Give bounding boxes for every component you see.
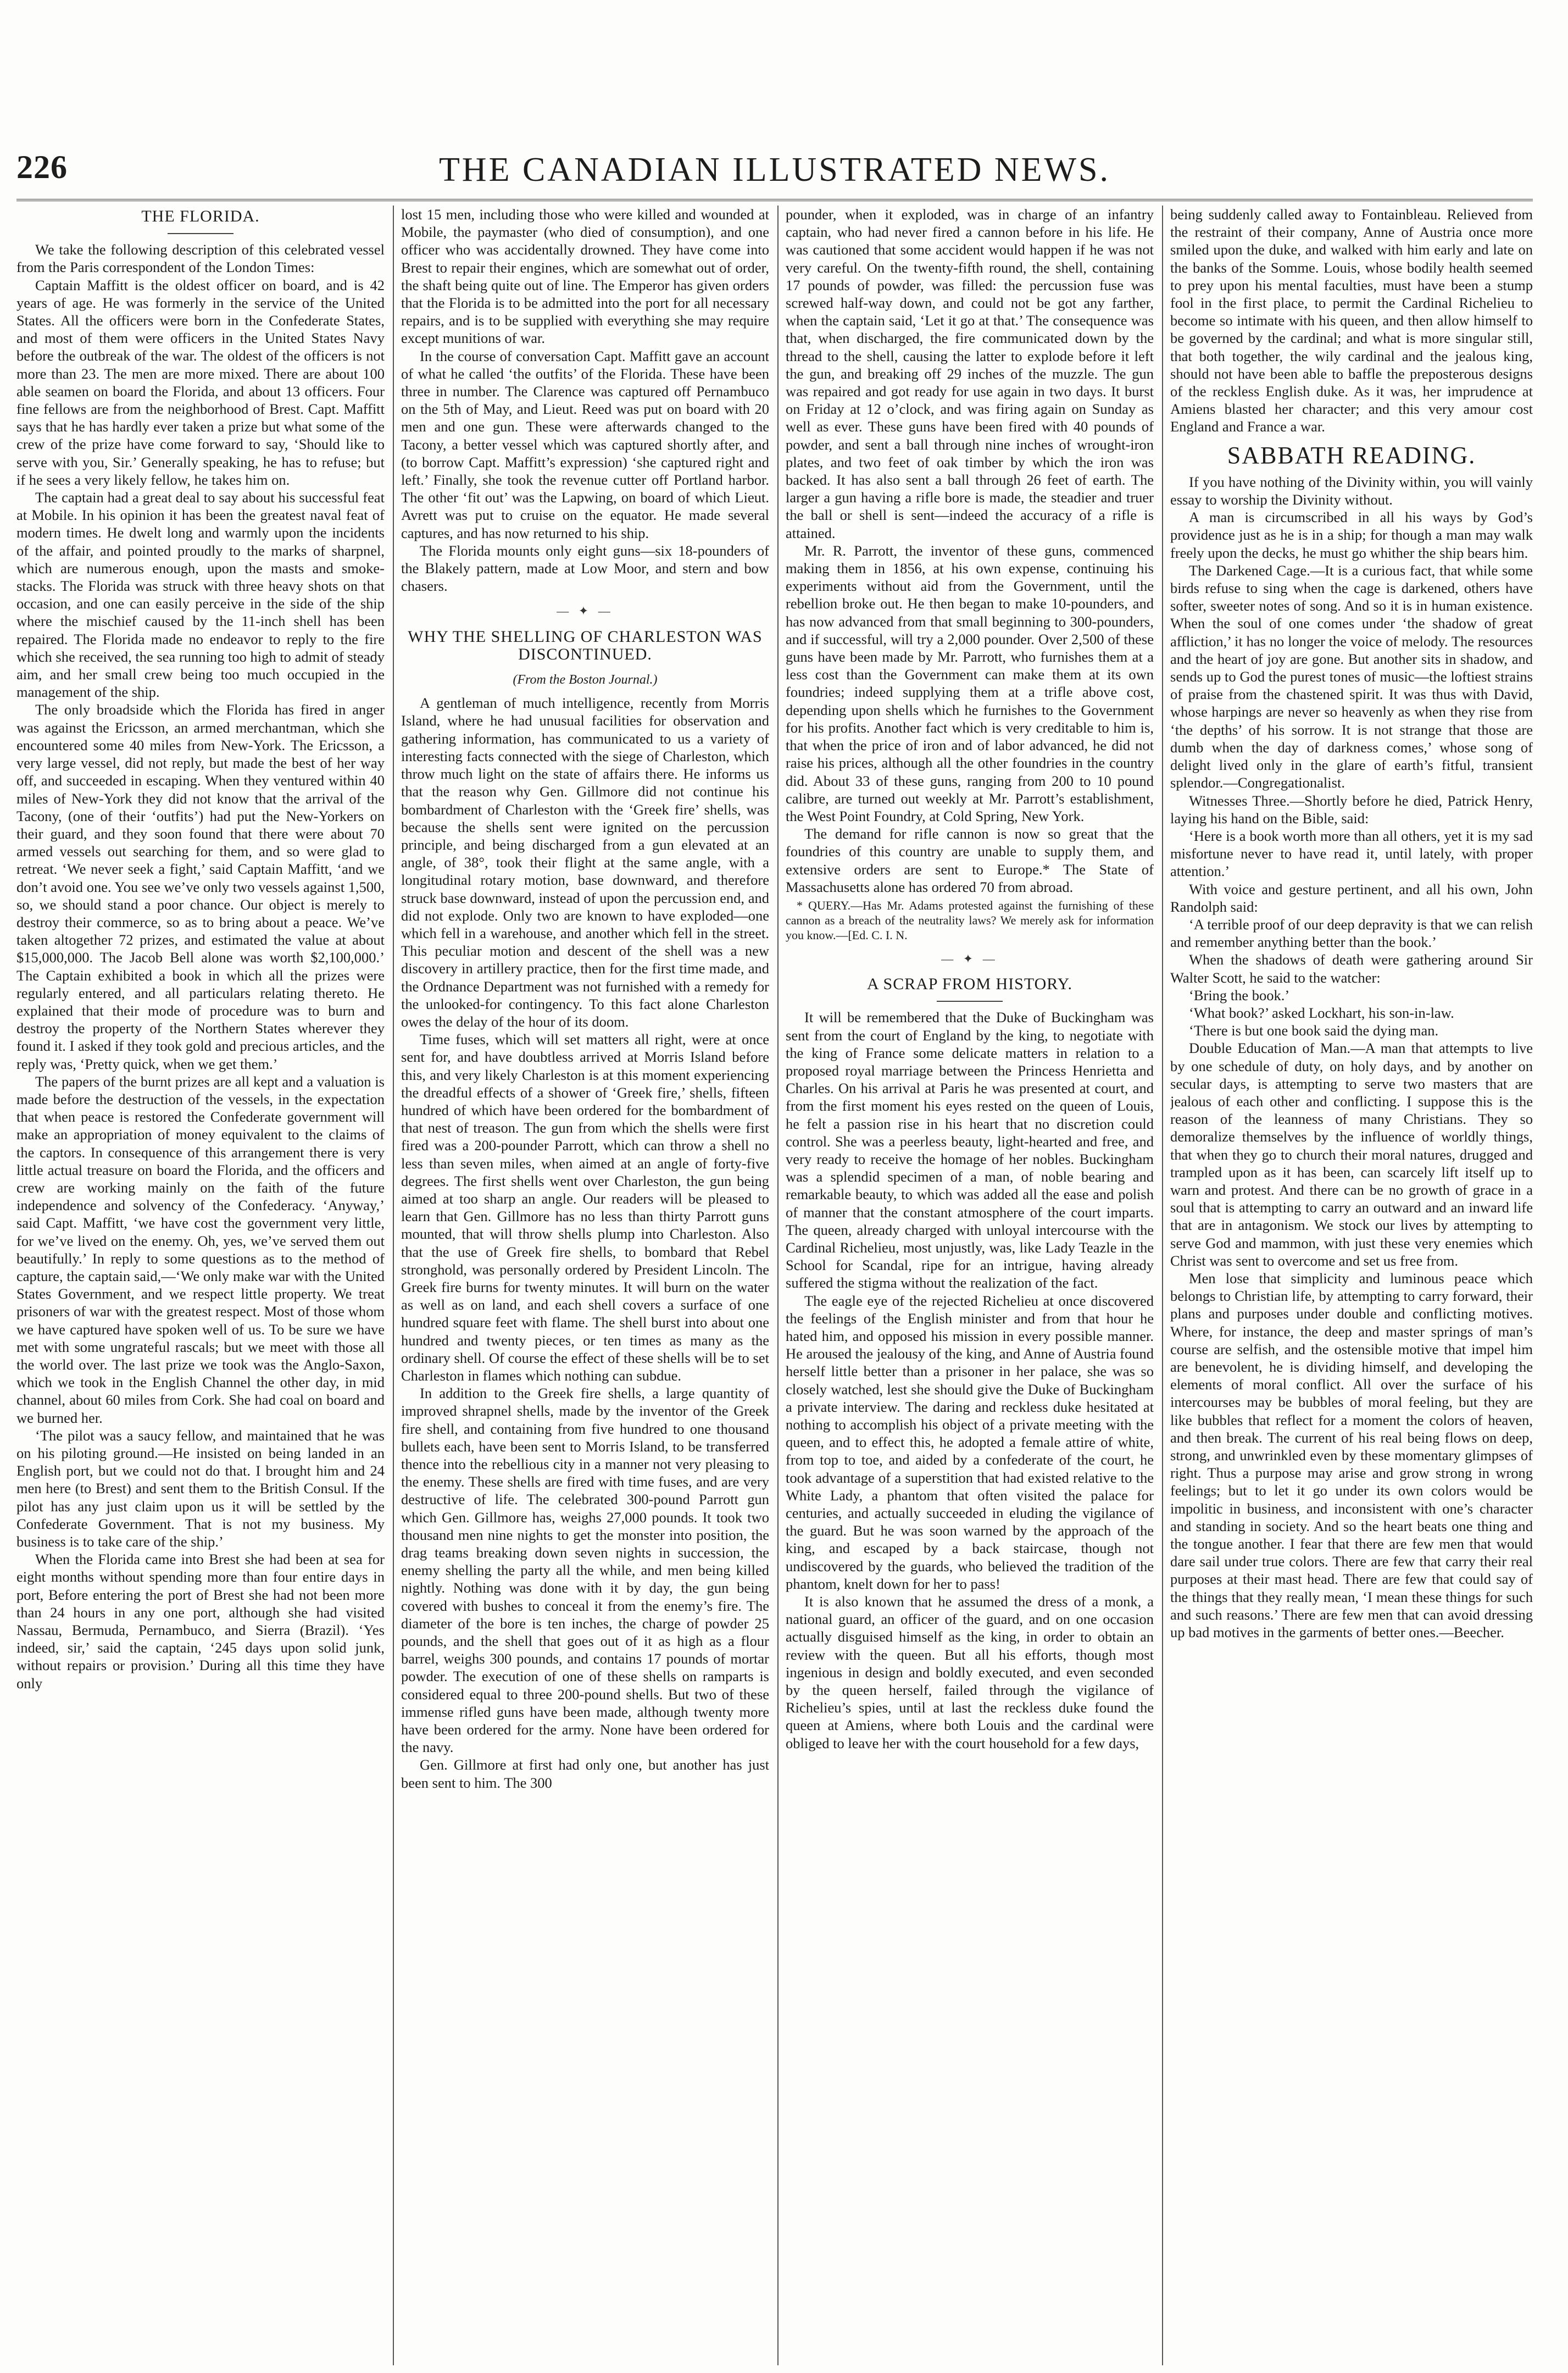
article-paragraph: When the shadows of death were gathering around Sir Walter Scott, he said to the watcher:: [1170, 951, 1533, 986]
column-1: [16, 206, 385, 2365]
article-source: (From the Boston Journal.): [513, 673, 658, 687]
page-number: 226: [16, 149, 68, 185]
section-separator: — ✦ —: [941, 951, 998, 966]
article-paragraph: being suddenly called away to Fontainbleau. Relieved from the restraint of their company, Anne of Austria once more smiled upon the duke, and walked with him early and late on the banks of the Somme. Louis, whose bodily health seemed to prey upon his mental faculties, must have been a stump fool in the first place, to permit the Cardinal Richelieu to become so intimate with his queen, and then allow himself to be governed by the cardinal; and what is more singular still, that both together, the wily cardinal and the jealous king, should not have been able to baffle the preposterous designs of the reckless English duke. As it was, her imprudence at Amiens blasted her character; and this very amour cost England and France a war.: [1170, 206, 1533, 435]
newspaper-title: THE CANADIAN ILLUSTRATED NEWS.: [438, 151, 1111, 188]
article-paragraph: Gen. Gillmore at first had only one, but another has just been sent to him. The 300: [401, 1756, 769, 1791]
article-paragraph: ‘The pilot was a saucy fellow, and maintained that he was on his piloting ground.—He insisted on being landed in an English port, but we could not do that. I brought him and 24 men here (to Brest) and sent them to the British Consul. If the pilot has any just claim upon us it will be settled by the Confederate Government. That is not my business. My business is to take care of the ship.’: [16, 1427, 385, 1550]
column-divider: [1162, 206, 1163, 2365]
article-paragraph: ‘Bring the book.’: [1189, 986, 1290, 1003]
article-paragraph: Captain Maffitt is the oldest officer on board, and is 42 years of age. He was formerly in the service of the United States. All the officers were born in the Confederate States, and most of them were officers in the United States Navy before the outbreak of the war. The oldest of the officers is not more than 23. The men are more mixed. There are about 100 able seamen on board the Florida, and about 13 officers. Four fine fellows are from the neighborhood of Brest. Capt. Maffitt says that he has hardly ever taken a prize but what some of the crew of the prize have come forward to say, ‘Should like to serve with you, Sir.’ Generally speaking, he has to refuse; but if he sees a very likely fellow, he takes him on.: [16, 276, 385, 488]
article-paragraph: In the course of conversation Capt. Maffitt gave an account of what he called ‘the outfits’ of the Florida. These have been three in number. The Clarence was captured off Pernambuco on the 5th of May, and Lieut. Reed was put on board with 20 men and one gun. These were afterwards changed to the Tacony, a better vessel which was captured shortly after, and (to borrow Capt. Maffitt’s expression) ‘she captured right and left.’ Finally, she took the revenue cutter off Portland harbor. The other ‘fit out’ was the Lapwing, on board of which Lieut. Avrett was put to cruise on the equator. He made several captures, and has now returned to his ship.: [401, 347, 769, 541]
article-paragraph: ‘Here is a book worth more than all others, yet it is my sad misfortune never to have read it, until lately, with proper attention.’: [1170, 827, 1533, 880]
article-paragraph: The Florida mounts only eight guns—six 18-pounders of the Blakely pattern, made at Low Moor, and stern and bow chasers.: [401, 542, 769, 595]
heading-rule: [168, 233, 233, 234]
article-paragraph: The eagle eye of the rejected Richelieu at once discovered the feelings of the English minister and from that hour he hated him, and opposed his mission in every possible manner. He aroused the jealousy of the king, and Anne of Austria found herself little better than a prisoner in her palace, she was so closely watched, lest she should give the Duke of Buckingham a private interview. The daring and reckless duke hesitated at nothing to accomplish his object of a private meeting with the queen, and to effect this, he adopted a female attire of white, from top to toe, and aided by a confederate of the court, he took advantage of a superstition that had existed relative to the White Lady, a phantom that often visited the palace for centuries, and actually succeeded in eluding the vigilance of the guard. But he was soon warned by the approach of the king, and escaped by a back staircase, though not undiscovered by the guards, who believed the tradition of the phantom, knelt down for her to pass!: [786, 1292, 1154, 1592]
article-paragraph: When the Florida came into Brest she had been at sea for eight months without spending more than four entire days in port, Before entering the port of Brest she had not been more than 24 hours in any one port, although she had visited Nassau, Bermuda, Pernambuco, and Sierra (Brazil). ‘Yes indeed, sir,’ said the captain, ‘245 days upon solid junk, without repairs or provision.’ During all this time they have only: [16, 1551, 385, 1692]
article-paragraph: The demand for rifle cannon is now so great that the foundries of this country are unable to supply them, and extensive orders are sent to Europe.* The State of Massachusetts alone has ordered 70 from abroad.: [786, 825, 1154, 895]
column-3: [786, 206, 1154, 2365]
masthead: [16, 148, 1533, 198]
article-paragraph: It is also known that he assumed the dress of a monk, a national guard, an officer of the guard, and on one occasion actually disguised himself as the king, in order to obtain an review with the queen. But all his efforts, though most ingenious in design and boldly executed, and even seconded by the queen herself, failed through the vigilance of Richelieu’s spies, until at last the reckless duke found the queen at Amiens, where both Louis and the cardinal were obliged to leave her with the court household for a few days,: [786, 1593, 1154, 1751]
article-paragraph: pounder, when it exploded, was in charge of an infantry captain, who had never fired a cannon before in his life. He was cautioned that some accident would happen if he was not very careful. On the twenty-fifth round, the shell, containing 17 pounds of powder, was filled: the percussion fuse was screwed half-way down, and could not be got any farther, when the captain said, ‘Let it go at that.’ The consequence was that, when discharged, the fire communicated down by the thread to the shell, causing the latter to explode before it left the gun, and breaking off 29 inches of the muzzle. The gun was repaired and got ready for use again in two days. It burst on Friday at 12 o’clock, and was firing again on Sunday as well as ever. These guns have been fired with 40 pounds of powder, and sent a ball through nine inches of wrought-iron plates, and two feet of oak timber by which the iron was backed. It has also sent a ball through 26 feet of earth. The larger a gun having a rifle bore is made, the steadier and truer the ball or shell is sent—indeed the accuracy of a rifle is attained.: [786, 206, 1154, 541]
article-paragraph: The papers of the burnt prizes are all kept and a valuation is made before the destruction of the vessels, in the expectation that when peace is restored the Confederate government will make an appropriation of money equivalent to the claims of the captors. In consequence of this arrangement there is very little actual treasure on board the Florida, and the officers and crew are working mainly on the faith of the future independence and solvency of the Confederacy. ‘Anyway,’ said Capt. Maffitt, ‘we have cost the government very little, for we’ve lived on the enemy. Oh, yes, we’ve served them out beautifully.’ In reply to some questions as to the method of capture, the captain said,—‘We only make war with the United States Government, and we respect little property. We treat prisoners of war with the greatest respect. Most of those whom we have captured have spoken well of us. To be sure we have met with some ungrateful rascals; but we meet with those all the world over. The last prize we took was the Anglo-Saxon, which we took in the English Channel the other day, in mid channel, about 60 miles from Cork. She had coal on board and we burned her.: [16, 1073, 385, 1426]
article-paragraph: Double Education of Man.—A man that attempts to live by one schedule of duty, on holy days, and by another on secular days, is attempting to serve two masters that are jealous of each other and conflicting. I suppose this is the reason of the leanness of many Christians. They so demoralize themselves by the influence of worldly things, that when they go to church their moral natures, drugged and trampled upon as it has been, can scarcely lift itself up to warn and protest. And there can be no growth of grace in a soul that is attempting to carry an outward and an inward life that are in antagonism. We stock our lives by attempting to serve God and mammon, with just these very enemies which Christ was sent to overcome and set us free from.: [1170, 1040, 1533, 1269]
columns: [16, 206, 1533, 2365]
article-paragraph: The only broadside which the Florida has fired in anger was against the Ericsson, an armed merchantman, which she encountered some 40 miles from New-York. The Ericsson, a very large vessel, did not reply, but made the best of her way off, and succeeded in escaping. When they ventured within 40 miles of New-York they did not know that the arrival of the Tacony, (one of their ‘outfits’) had put the New-Yorkers on their guard, and they soon found that there were about 70 armed vessels out searching for them, and so were glad to retreat. ‘We never seek a fight,’ said Captain Maffitt, ‘and we don’t avoid one. You see we’ve only two vessels against 1,500, so, we should stand a poor chance. Our object is merely to destroy their commerce, so as to bring about a peace. We’ve taken altogether 72 prizes, and estimated the value at about $15,000,000. The Jacob Bell alone was worth $2,100,000.’ The Captain exhibited a book in which all the prizes were regularly entered, and all particulars relating thereto. He explained that their mode of procedure was to burn and destroy the property of the Northern States wherever they found it. I asked if they took gold and precious articles, and the reply was, ‘Pretty quick, when we get them.’: [16, 701, 385, 1072]
article-paragraph: The captain had a great deal to say about his successful feat at Mobile. In his opinion it has been the greatest naval feat of modern times. He dwelt long and warmly upon the incidents of the affair, and pointed proudly to the marks of sharpnel, which are numerous enough, upon the masts and smoke-stacks. The Florida was struck with three heavy shots on that occasion, and one can easily perceive in the side of the ship where the mischief caused by the 11-inch shell has been repaired. The Florida made no endeavor to reply to the fire which she received, the sea running too high to admit of steady aim, and her small crew being too much occupied in the management of the ship.: [16, 489, 385, 701]
article-heading-scrap-from-history: A SCRAP FROM HISTORY.: [867, 975, 1072, 994]
column-divider: [777, 206, 779, 2365]
article-paragraph: ‘What book?’ asked Lockhart, his son-in-law.: [1189, 1004, 1454, 1021]
article-paragraph: The Darkened Cage.—It is a curious fact, that while some birds refuse to sing when the cage is darkened, others have softer, sweeter notes of song. And so it is in human existence. When the soul of one comes under ‘the shadow of great affliction,’ it has no longer the voice of melody. The resources and the heart of joy are gone. But another sits in shadow, and sends up to God the purest tones of music—the loftiest strains of praise from the chastened spirit. It was thus with David, whose harpings are never so heavenly as when they rise from ‘the depths’ of his sorrow. It is not strange that those are dumb when the day of darkness comes,’ whose song of delight lived only in the glare of earth’s fitful, transient splendor.—Congregationalist.: [1170, 562, 1533, 791]
article-paragraph: It will be remembered that the Duke of Buckingham was sent from the court of England by the king, to negotiate with the king of France some delicate matters in relation to a proposed royal marriage between the Princess Henrietta and Charles. On his arrival at Paris he was presented at court, and from the first moment his eyes rested on the queen of Louis, he felt a passion rise in his heart that no discretion could control. She was a peerless beauty, light-hearted and free, and very ready to receive the homage of her nobles. Buckingham was a splendid specimen of a man, of noble bearing and remarkable beauty, to which was added all the ease and polish of manner that the constant atmosphere of the court imparts. The queen, already charged with unloyal intercourse with the Cardinal Richelieu, most unjustly, was, like Lady Teazle in the School for Scandal, ripe for an intrigue, having already suffered the stigma without the realization of the fact.: [786, 1009, 1154, 1291]
article-paragraph: lost 15 men, including those who were killed and wounded at Mobile, the paymaster (who died of consumption), and one officer who was accidentally drowned. They have come into Brest to repair their engines, which are somewhat out of order, the shaft being quite out of line. The Emperor has given orders that the Florida is to be admitted into the port for all necessary repairs, and is to be supplied with everything she may require except munitions of war.: [401, 206, 769, 347]
article-paragraph: ‘There is but one book said the dying man.: [1189, 1022, 1439, 1039]
article-paragraph: Men lose that simplicity and luminous peace which belongs to Christian life, by attempting to carry forward, their plans and purposes under double and conflicting motives. Where, for instance, the deep and master springs of man’s course are selfish, and the ostensible motive that impel him are benevolent, he is dividing himself, and developing the elements of moral conflict. All over the surface of his intercourses may be bubbles of moral feeling, but they are like bubbles that reflect for a moment the colors of heaven, and then break. The current of his real being flows on deep, strong, and unwrinkled even by these momentary glimpses of right. Thus a purpose may arise and grow strong in wrong feelings; but to let it go under its own colors would be impolitic in business, and inconsistent with one’s character and standing in society. And so the heart beats one thing and the tongue another. I fear that there are few men that would dare sail under true colors. There are few that carry their real purposes at their mast head. There are few that could say of the things that they really mean, ‘I mean these things for such and such reasons.’ There are few men that can avoid dressing up bad motives in the garments of better ones.—Beecher.: [1170, 1269, 1533, 1641]
article-paragraph: Witnesses Three.—Shortly before he died, Patrick Henry, laying his hand on the Bible, said:: [1170, 792, 1533, 827]
heading-rule: [937, 1001, 1003, 1002]
footnote: * QUERY.—Has Mr. Adams protested against the furnishing of these cannon as a breach of the neutrality laws? We merely ask for information you know.—[Ed. C. I. N.: [786, 898, 1154, 942]
masthead-rule: [16, 199, 1533, 201]
article-heading-charleston: WHY THE SHELLING OF CHARLESTON WAS DISCONTINUED.: [408, 627, 763, 663]
article-heading-sabbath-reading: SABBATH READING.: [1227, 441, 1476, 469]
article-paragraph: In addition to the Greek fire shells, a large quantity of improved shrapnel shells, made by the inventor of the Greek fire shell, and containing from five hundred to one thousand bullets each, have been sent to Morris Island, to be transferred thence into the rebellious city in a manner not very pleasing to the enemy. These shells are fired with time fuses, and are very destructive of life. The celebrated 300-pound Parrott gun which Gen. Gillmore has, weighs 27,000 pounds. It took two thousand men nine nights to get the monster into position, the drag teams breaking down seven nights in succession, the enemy shelling the party all the while, and men being killed nightly. Nothing was done with it by day, the gun being covered with bushes to conceal it from the enemy’s fire. The diameter of the bore is ten inches, the charge of powder 25 pounds, and the shell that goes out of it as high as a flour barrel, weighs 300 pounds, and contains 17 pounds of mortar powder. The execution of one of these shells on ramparts is considered equal to three 200-pound shells. But two of these immense rifled guns have been made, although twenty more have been ordered for the army. None have been ordered for the navy.: [401, 1385, 769, 1756]
article-paragraph: We take the following description of this celebrated vessel from the Paris correspondent of the London Times:: [16, 241, 385, 276]
article-paragraph: A man is circumscribed in all his ways by God’s providence just as he is in a ship; for though a man may walk freely upon the decks, he must go whither the ship bears him.: [1170, 509, 1533, 561]
article-paragraph: ‘A terrible proof of our deep depravity is that we can relish and remember anything better than the book.’: [1170, 916, 1533, 951]
article-paragraph: If you have nothing of the Divinity within, you will vainly essay to worship the Divinity without.: [1170, 473, 1533, 508]
article-paragraph: Time fuses, which will set matters all right, were at once sent for, and have doubtless arrived at Morris Island before this, and very likely Charleston is at this moment experiencing the dreadful effects of a shower of ‘Greek fire,’ shells, fifteen hundred of which have been ordered for the bombardment of that nest of treason. The gun from which the shells were first fired was a 200-pounder Parrott, which can throw a shell no less than seven miles, when aimed at an angle of forty-five degrees. The first shells went over Charleston, the gun being aimed at too sharp an angle. Our readers will be pleased to learn that Gen. Gillmore has no less than thirty Parrott guns mounted, that will throw shells plump into Charleston. Also that the use of Greek fire shells, to bombard that Rebel stronghold, was personally ordered by President Lincoln. The Greek fire burns for twenty minutes. It will burn on the water as well as on land, and each shell covers a surface of one hundred square feet with flame. The shell burst into about one hundred and twenty pieces, or ten times as many as the ordinary shell. Of course the effect of these shells will be to set Charleston in flames which nothing can subdue.: [401, 1031, 769, 1384]
article-paragraph: With voice and gesture pertinent, and all his own, John Randolph said:: [1170, 880, 1533, 915]
article-paragraph: Mr. R. Parrott, the inventor of these guns, commenced making them in 1856, at his own expense, continuing his experiments without aid from the Government, until the rebellion broke out. He then began to make 10-pounders, and has now advanced from that small beginning to 300-pounders, and if successful, will try a 2,000 pounder. Over 2,500 of these guns have been made by Mr. Parrott, who furnishes them at a less cost than the Government can make them at its own foundries; indeed supplying them at a trifle above cost, depending upon shells which he furnishes to the Government for his profits. Another fact which is very creditable to him is, that when the price of iron and of labor advanced, he did not raise his prices, although all the other foundries in the country did. About 33 of these guns, ranging from 200 to 10 pound calibre, are turned out weekly at Mr. Parrott’s establishment, the West Point Foundry, at Cold Spring, New York.: [786, 542, 1154, 824]
article-paragraph: A gentleman of much intelligence, recently from Morris Island, where he had unusual facilities for observation and gathering information, has communicated to us a variety of interesting facts connected with the siege of Charleston, which throw much light on the state of affairs there. He informs us that the reason why Gen. Gillmore did not continue his bombardment of Charleston with the ‘Greek fire’ shells, was because the shells sent were ignited on the percussion principle, and being discharged from a gun elevated at an angle, of 38°, took their flight at the same angle, with a longitudinal rotary motion, base downward, and therefore struck base downward, instead of upon the percussion end, and did not explode. Only two are known to have exploded—one which fell in a warehouse, and another which fell in the street. This peculiar motion and descent of the shell was a new discovery in artillery practice, then for the first time made, and the Ordnance Department was not furnished with a remedy for the unlooked-for contingency. To this fact alone Charleston owes the delay of the hour of its doom.: [401, 695, 769, 1030]
section-separator: — ✦ —: [557, 604, 614, 618]
column-2: [401, 206, 769, 2365]
column-divider: [393, 206, 394, 2365]
article-heading-florida: THE FLORIDA.: [141, 207, 260, 225]
column-4: [1170, 206, 1533, 2365]
